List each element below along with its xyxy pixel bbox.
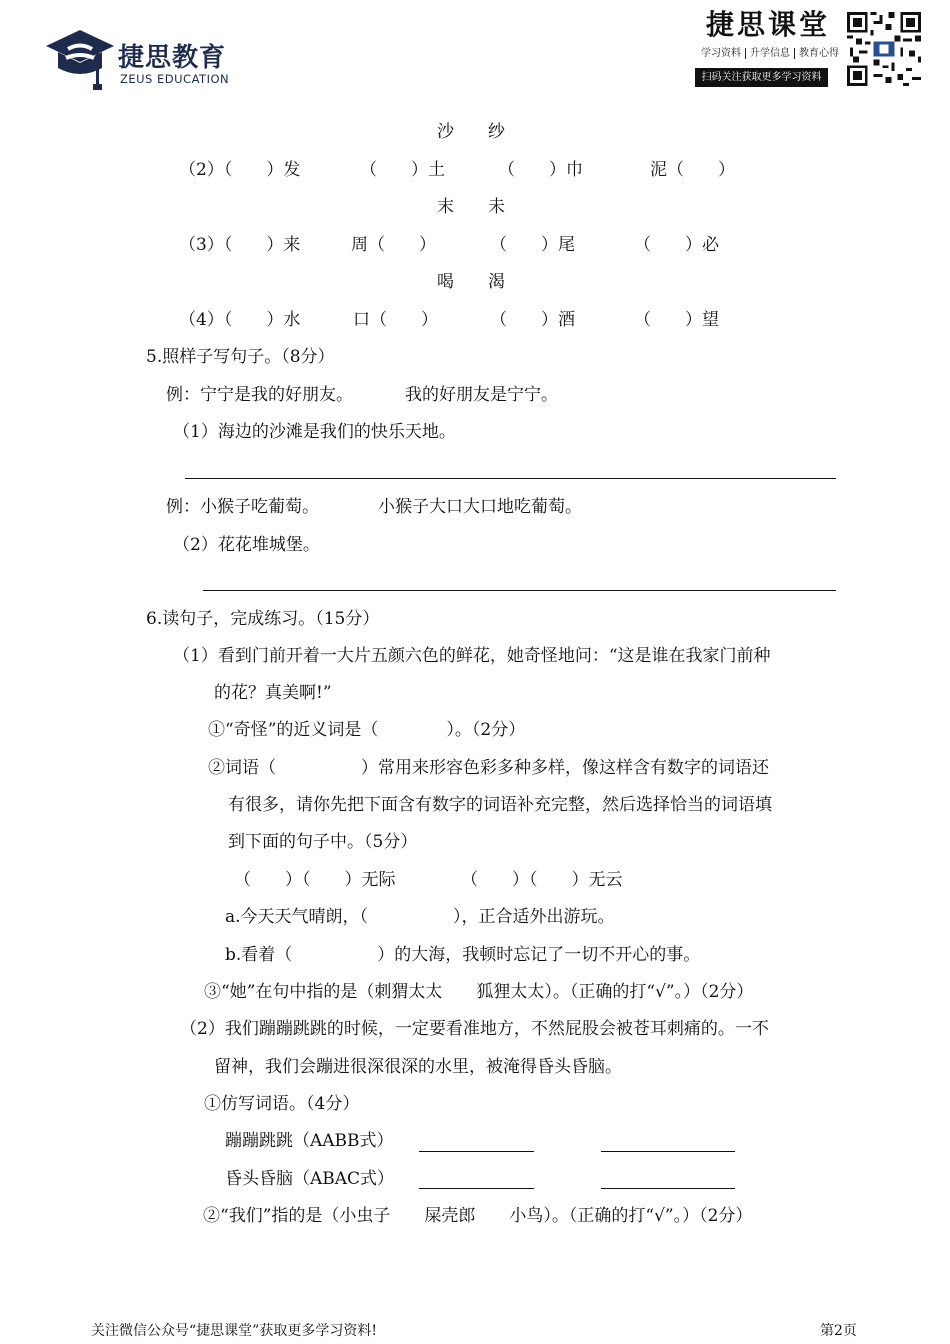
brand-bar: 扫码关注获取更多学习资料 bbox=[695, 68, 828, 87]
sub-question: ①仿写词语。（4分） bbox=[204, 1094, 360, 1114]
question-title: 5.照样子写句子。（8分） bbox=[146, 347, 335, 367]
sub-question: ②“我们”指的是（小虫子 屎壳郎 小鸟）。（正确的打“√”。）（2分） bbox=[203, 1206, 753, 1226]
sub-question: 有很多，请你先把下面含有数字的词语补充完整，然后选择恰当的词语填 bbox=[228, 795, 772, 815]
word-pair-heading: 喝 渴 bbox=[437, 272, 505, 292]
fill-blank-item: 泥（ ） bbox=[650, 160, 735, 180]
fill-blank-item: （ ）（ ）无云 bbox=[461, 870, 623, 890]
sub-question: ③“她”在句中指的是（刺猬太太 狐狸太太）。（正确的打“√”。）（2分） bbox=[204, 982, 754, 1002]
imitation-prompt: 昏头昏脑（ABAC式） bbox=[225, 1169, 395, 1189]
fill-blank-item: （ ）巾 bbox=[498, 160, 583, 180]
answer-line[interactable] bbox=[203, 590, 836, 591]
footer-note: 关注微信公众号“捷思课堂”获取更多学习资料! bbox=[91, 1323, 377, 1339]
brand-tag: 学习资料 bbox=[697, 48, 746, 59]
fill-sentence: a.今天天气晴朗，（ ），正合适外出游玩。 bbox=[225, 907, 615, 927]
passage-text: 的花？真美啊!” bbox=[214, 683, 332, 703]
sub-question: ②词语（ ）常用来形容色彩多种多样，像这样含有数字的词语还 bbox=[208, 758, 769, 778]
example-sentence: 例：小猴子吃葡萄。 bbox=[166, 497, 319, 517]
logo-graduation-cap-icon bbox=[44, 22, 122, 92]
fill-blank-item: （3）（ ）来 bbox=[179, 235, 301, 255]
page-number: 第2页 bbox=[820, 1323, 857, 1339]
example-sentence: 例：宁宁是我的好朋友。 bbox=[166, 385, 353, 405]
question-item: （2）花花堆城堡。 bbox=[173, 535, 320, 555]
example-answer: 小猴子大口大口地吃葡萄。 bbox=[378, 497, 582, 517]
fill-blank-item: 口（ ） bbox=[353, 310, 438, 330]
fill-blank-item: （2）（ ）发 bbox=[179, 160, 301, 180]
logo-text-en: ZEUS EDUCATION bbox=[120, 72, 230, 86]
fill-blank-item: （ ）酒 bbox=[490, 310, 575, 330]
answer-line[interactable] bbox=[185, 478, 836, 479]
fill-blank-item: （ ）土 bbox=[360, 160, 445, 180]
question-item: （1）海边的沙滩是我们的快乐天地。 bbox=[173, 422, 456, 442]
passage-text: 留神，我们会蹦进很深很深的水里，被淹得昏头昏脑。 bbox=[214, 1057, 622, 1077]
fill-sentence: b.看着（ ）的大海，我顿时忘记了一切不开心的事。 bbox=[225, 945, 701, 965]
fill-blank-item: （ ）望 bbox=[634, 310, 719, 330]
word-pair-heading: 末 未 bbox=[437, 197, 505, 217]
example-answer: 我的好朋友是宁宁。 bbox=[405, 385, 558, 405]
answer-line[interactable] bbox=[601, 1188, 735, 1189]
answer-line[interactable] bbox=[419, 1188, 534, 1189]
fill-blank-item: 周（ ） bbox=[351, 235, 436, 255]
fill-blank-item: （ ）（ ）无际 bbox=[234, 870, 396, 890]
imitation-prompt: 蹦蹦跳跳（AABB式） bbox=[225, 1131, 394, 1151]
brand-tags bbox=[697, 49, 843, 59]
word-pair-heading: 沙 纱 bbox=[437, 122, 505, 142]
fill-blank-item: （ ）必 bbox=[634, 235, 719, 255]
question-title: 6.读句子，完成练习。（15分） bbox=[146, 609, 380, 629]
brand-title: 捷思课堂 bbox=[706, 8, 831, 41]
brand-tag: 教育心得 bbox=[799, 48, 839, 59]
passage-text: （1）看到门前开着一大片五颜六色的鲜花，她奇怪地问：“这是谁在我家门前种 bbox=[173, 646, 771, 666]
fill-blank-item: （4）（ ）水 bbox=[179, 310, 301, 330]
fill-blank-item: （ ）尾 bbox=[490, 235, 575, 255]
qr-code-icon bbox=[847, 12, 921, 86]
answer-line[interactable] bbox=[419, 1151, 534, 1152]
answer-line[interactable] bbox=[601, 1151, 735, 1152]
sub-question: 到下面的句子中。（5分） bbox=[228, 832, 418, 852]
passage-text: （2）我们蹦蹦跳跳的时候，一定要看准地方，不然屁股会被苍耳刺痛的。一不 bbox=[180, 1019, 769, 1039]
logo-text-cn: 捷思教育 bbox=[118, 43, 227, 73]
brand-tag: 升学信息 bbox=[746, 48, 795, 59]
sub-question: ①“奇怪”的近义词是（ ）。（2分） bbox=[208, 720, 526, 740]
